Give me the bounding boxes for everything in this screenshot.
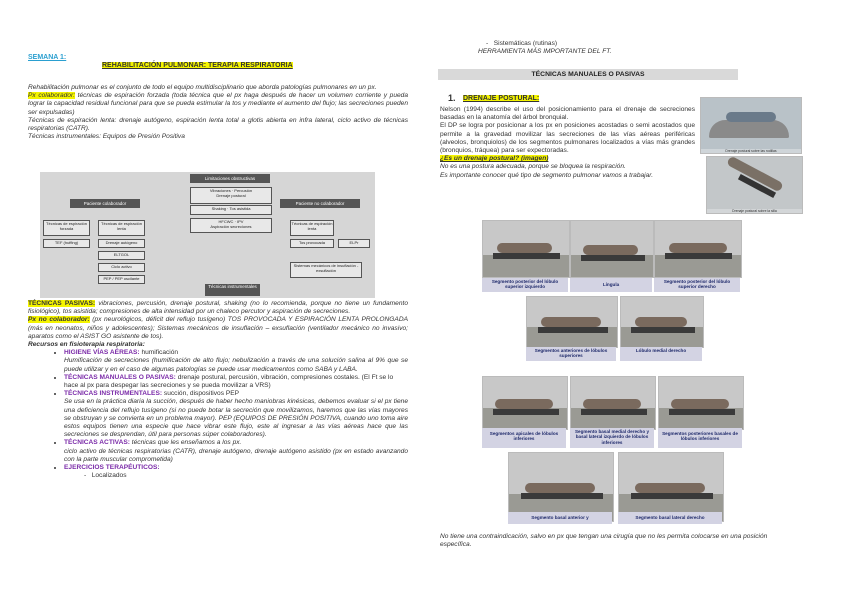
photo-1 <box>482 220 570 278</box>
b3-sub: Se usa en la práctica diaria la succión, después de haber hecho maniobras kinésicas, debemos evaluar si el px tiene una deficiencia del reflujo tusígeno (si no puede botar la secreción que movilizamos, haremos que las vías mayores se obstruyan y se convierta en un problema mayor). PEP (EQUIPOS DE PRESIÓN POSITIVA, cuando uno toma aire estos equipos tienen una especie que hace vibrar este flujo, este al ingresar a las vías aéreas hace que las secreciones se desprendan, útil para personas súper colaboradores). <box>64 398 408 439</box>
photo-2 <box>570 220 654 278</box>
diagram-center-a <box>190 187 272 204</box>
list-item <box>64 390 408 398</box>
section-bar: TÉCNICAS MANUALES O PASIVAS <box>438 69 738 80</box>
sistematicas-text: Sistemáticas (rutinas) <box>493 40 558 47</box>
b2-text: drenaje postural, percusión, vibración, compresiones costales. (El Ft se lo hace al px para despegar las secreciones y se pueda movilizar a VRS) <box>64 373 394 390</box>
diagram-nlenta: Técnicas de espiración lenta <box>290 220 334 236</box>
week-label: SEMANA 1: <box>28 54 67 61</box>
answer-2: Es importante conocer qué tipo de segmento pulmonar vamos a trabajar. <box>440 171 654 179</box>
dp-paragraph: El DP se logra por posicionar a los px en posiciones acostadas o semi acostados que permite a la gravedad movilizar las secreciones de las vías aéreas periféricas (alveolos, bronquiolos) de los segmentos pulmonares localizados a vías más grandes (bronquios, tráquea) para ser expectoradas. <box>440 122 695 155</box>
diagram-center-5: Aspiración secreciones <box>210 224 252 229</box>
herramienta: HERRAMIENTA MÁS IMPORTANTE DEL FT. <box>478 48 612 55</box>
diagram-elpr: ELPr <box>338 239 370 248</box>
diagram-nocolab: Paciente no colaborador <box>280 199 360 208</box>
caption-5: Lóbulo medial derecho <box>635 348 687 353</box>
caption-6: Segmentos apicales de lóbulos inferiores <box>489 431 559 442</box>
caption-1: Segmento posterior del lóbulo superior izquierdo <box>491 279 559 290</box>
b3-text: succión, dispositivos PEP <box>162 390 240 398</box>
photo-4 <box>526 296 618 348</box>
b5-sub-text: Localizados <box>91 472 127 480</box>
sistematicas: - Sistemáticas (rutinas) <box>486 40 558 47</box>
colab-paragraph <box>28 92 408 117</box>
b3-label: TÉCNICAS INSTRUMENTALES: <box>64 390 163 398</box>
answer-1: No es una postura adecuada, porque se bloquea la respiración. <box>440 163 626 171</box>
right-top <box>486 40 786 48</box>
recursos-list <box>28 349 408 357</box>
diagram-center-3: Shaking · Tos asistida <box>190 205 272 215</box>
diagram-pep: PEP / PEP oscilante <box>98 275 145 284</box>
obstructive-limitations-diagram <box>40 172 375 298</box>
caption-4: Segmentos anteriores de lóbulos superiores <box>534 348 608 359</box>
knee-drainage-photo <box>700 97 802 154</box>
pasivas-paragraph <box>28 300 408 316</box>
photo-7 <box>570 376 656 430</box>
photo-5 <box>620 296 704 348</box>
drenaje-title: DRENAJE POSTURAL: <box>463 95 540 102</box>
diagram-lenta: Técnicas de espiración lenta <box>98 220 145 236</box>
left-intro <box>28 84 408 141</box>
photo-6 <box>482 376 568 430</box>
diagram-forz: Técnicas de espiración forzada <box>43 220 90 236</box>
diagram-center-2: Drenaje postural <box>216 193 246 198</box>
diagram-tosprov: Tos provocada <box>290 239 334 248</box>
photo-8 <box>658 376 744 430</box>
b1-text: humificación <box>139 349 179 357</box>
b5-sub: - Localizados <box>84 472 127 480</box>
colab-text: técnicas de espiración forzada (toda técnica que el px haga después de hacer un volumen corriente y pueda lograr la capacidad residual funcional para que se pueda estimular la tos y mediante el aumento del flujo; las secreciones pueden ser expulsadas) <box>28 92 408 116</box>
torso-shape <box>726 112 776 122</box>
list-item <box>64 439 408 447</box>
diagram-center-4: HFCWC · IPV <box>218 219 244 224</box>
diagram-da: Drenaje autógeno <box>98 239 145 248</box>
lenta-paragraph: Técnicas de espiración lenta: drenaje autógeno, espiración lenta total a glotis abierta en infra lateral, ciclo activo de técnicas respiratorias (CATR). <box>28 116 408 133</box>
recursos-heading: Recursos en fisioterapia respiratoria: <box>28 341 145 349</box>
b2-label: TÉCNICAS MANUALES O PASIVAS: <box>64 373 176 381</box>
footer-note: No tiene una contraindicación, salvo en px que tengan una cirugía que no les permita colocarse en una posición específica. <box>440 533 768 549</box>
chair-drainage-photo <box>706 156 803 214</box>
pasivas-label: TÉCNICAS PASIVAS: <box>28 300 96 307</box>
recursos-list-2 <box>28 374 408 399</box>
pasivas-text: vibraciones, percusión, drenaje postural, shaking (no lo recomienda, porque no tiene un fundamento fisiológico), tos asistida; compresiones de alta intensidad por un chaleco percutor y aspiración de secreciones. <box>28 300 408 316</box>
postural-drainage-figure <box>482 220 742 530</box>
question-heading: ¿Es un drenaje postural? (imagen) <box>440 155 549 163</box>
nelson-paragraph: Nelson (1994) describe el uso del posicionamiento para el drenaje de secreciones basadas en la anatomía del árbol bronquial. <box>440 106 695 122</box>
intro-paragraph: Rehabilitación pulmonar es el conjunto de todo el equipo multidisciplinario que aborda patologías pulmonares en un px. <box>28 84 377 91</box>
main-title: REHABILITACIÓN PULMONAR: TERAPIA RESPIRATORIA <box>102 62 293 69</box>
caption-9: Segmento basal anterior y <box>531 515 589 520</box>
nocolab-text: (px neurológicos, déficit del reflujo tusígeno) TOS PROVOCADA Y ESPIRACIÓN LENTA PROLONGADA (más en neonatos, niños y adolescentes); Sistemas mecánicos de insuflación – exsuflación (ventilador mecánico no invasivo; aparatos como el ASIST GO asistente de tos). <box>28 316 408 340</box>
section-number: 1. <box>448 93 456 103</box>
list-item <box>64 374 408 390</box>
photo-caption-1: Drenaje postural sobre las rodillas <box>701 149 801 153</box>
diagram-ciclo: Ciclo activo <box>98 263 145 272</box>
caption-10: Segmento basal lateral derecho <box>635 515 705 520</box>
nocolab-paragraph <box>28 316 408 341</box>
caption-8: Segmentos posteriores basales de lóbulos inferiores <box>662 431 738 442</box>
recursos-list-4 <box>28 464 408 472</box>
list-item <box>64 464 408 472</box>
photo-caption-2: Drenaje postural sobre la silla <box>707 209 802 213</box>
photo-3 <box>654 220 742 278</box>
caption-7: Segmento basal medial derecho y basal lateral izquierdo de lóbulos inferiores <box>574 429 650 445</box>
instrumentales-paragraph: Técnicas instrumentales: Equipos de Presión Positiva <box>28 133 185 141</box>
diagram-center-b <box>190 218 272 233</box>
diagram-colab: Paciente colaborador <box>70 199 140 208</box>
diagram-eltgol: ELTGOL <box>98 251 145 260</box>
patient-shape <box>709 120 789 138</box>
nocolab-label: Px no colaborador: <box>28 316 90 324</box>
caption-2: Língula <box>602 282 620 287</box>
list-item <box>64 349 408 357</box>
right-body <box>440 106 695 180</box>
caption-3: Segmento posterior del lóbulo superior derecho <box>663 279 731 290</box>
colab-label: Px colaborador: <box>28 92 75 100</box>
diagram-top: Limitaciones obstructivas <box>190 174 270 183</box>
b4-label: TÉCNICAS ACTIVAS: <box>64 439 130 447</box>
b4-sub: ciclo activo de técnicas respiratorias (CATR), drenaje autógeno, drenaje autógeno asistido (px en estado avanzando con la parte muscular comprometida) <box>64 447 408 463</box>
recursos-list-3 <box>28 439 408 447</box>
b4-text: técnicas que les enseñamos a los px. <box>129 439 242 447</box>
left-lower <box>28 300 408 480</box>
b1-label: HIGIENE VÍAS AÉREAS: <box>64 349 140 357</box>
b5-label: EJERCICIOS TERAPÉUTICOS: <box>64 464 160 472</box>
diagram-bottom: Técnicas instrumentales <box>205 284 260 296</box>
b1-sub: Humificación de secreciones (humificación de alto flujo; nebulización a través de una solución salina al 9% que se puede utilizar y en el caso de algunas patologías se puede usar medicamentos como SABA y LABA. <box>64 357 408 373</box>
diagram-center-1: Vibraciones · Percusión <box>209 188 253 193</box>
diagram-tef: TEF (huffing) <box>43 239 90 248</box>
diagram-mec: Sistemas mecánicos de insuflación - exsuflación <box>290 262 362 278</box>
